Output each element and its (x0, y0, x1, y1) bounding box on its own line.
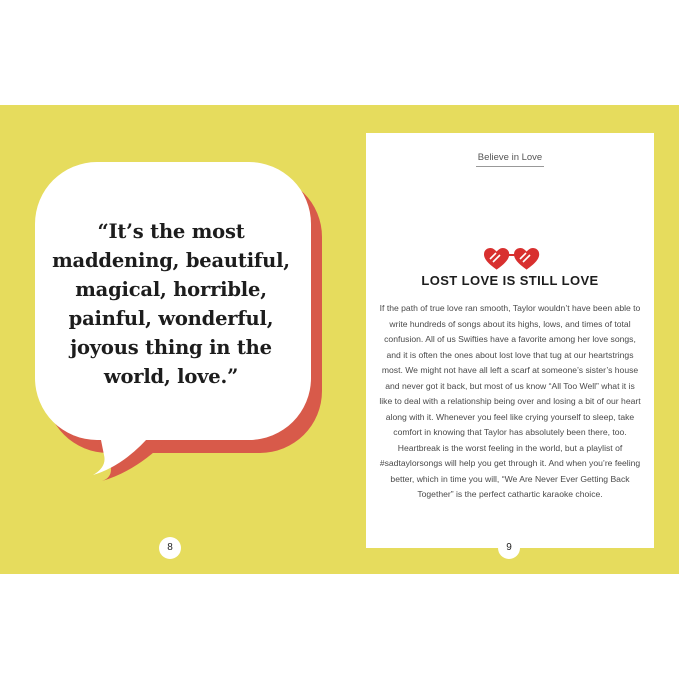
pull-quote: “It’s the most maddening, beautiful, magical, horrible, painful, wonderful, joyous thing in the world, love.” (52, 220, 290, 388)
right-page (340, 105, 679, 574)
text-card (366, 133, 654, 548)
book-spread (0, 105, 679, 574)
page-number-left: 8 (159, 537, 181, 559)
page-number-right: 9 (498, 537, 520, 559)
heart-sunglasses-icon (484, 247, 540, 275)
article-body: If the path of true love ran smooth, Taylor wouldn’t have been able to write hundreds of songs about its highs, lows, and times of total confusion. All of us Swifties have a favorite among her love songs, and it is often the ones about lost love that tug at our heartstrings most. We might not have all left a scarf at someone’s sister’s house and never got it back, but most of us know “All Too Well” what it is like to deal with a relationship being over and losing a bit of our heart along with it. Whenever you feel like crying yourself to sleep, take comfort in knowing that Taylor has absolutely been there, too. Heartbreak is the worst feeling in the world, but a playlist of #sadtaylorsongs will help you get through it. And when you’re feeling better, which in time you will, “We Are Never Ever Getting Back Together” is the perfect cathartic karaoke choice. (379, 303, 641, 499)
article-title: LOST LOVE IS STILL LOVE (421, 273, 599, 288)
left-page (0, 105, 339, 574)
running-head (366, 147, 654, 167)
running-head-label: Believe in Love (476, 152, 544, 167)
